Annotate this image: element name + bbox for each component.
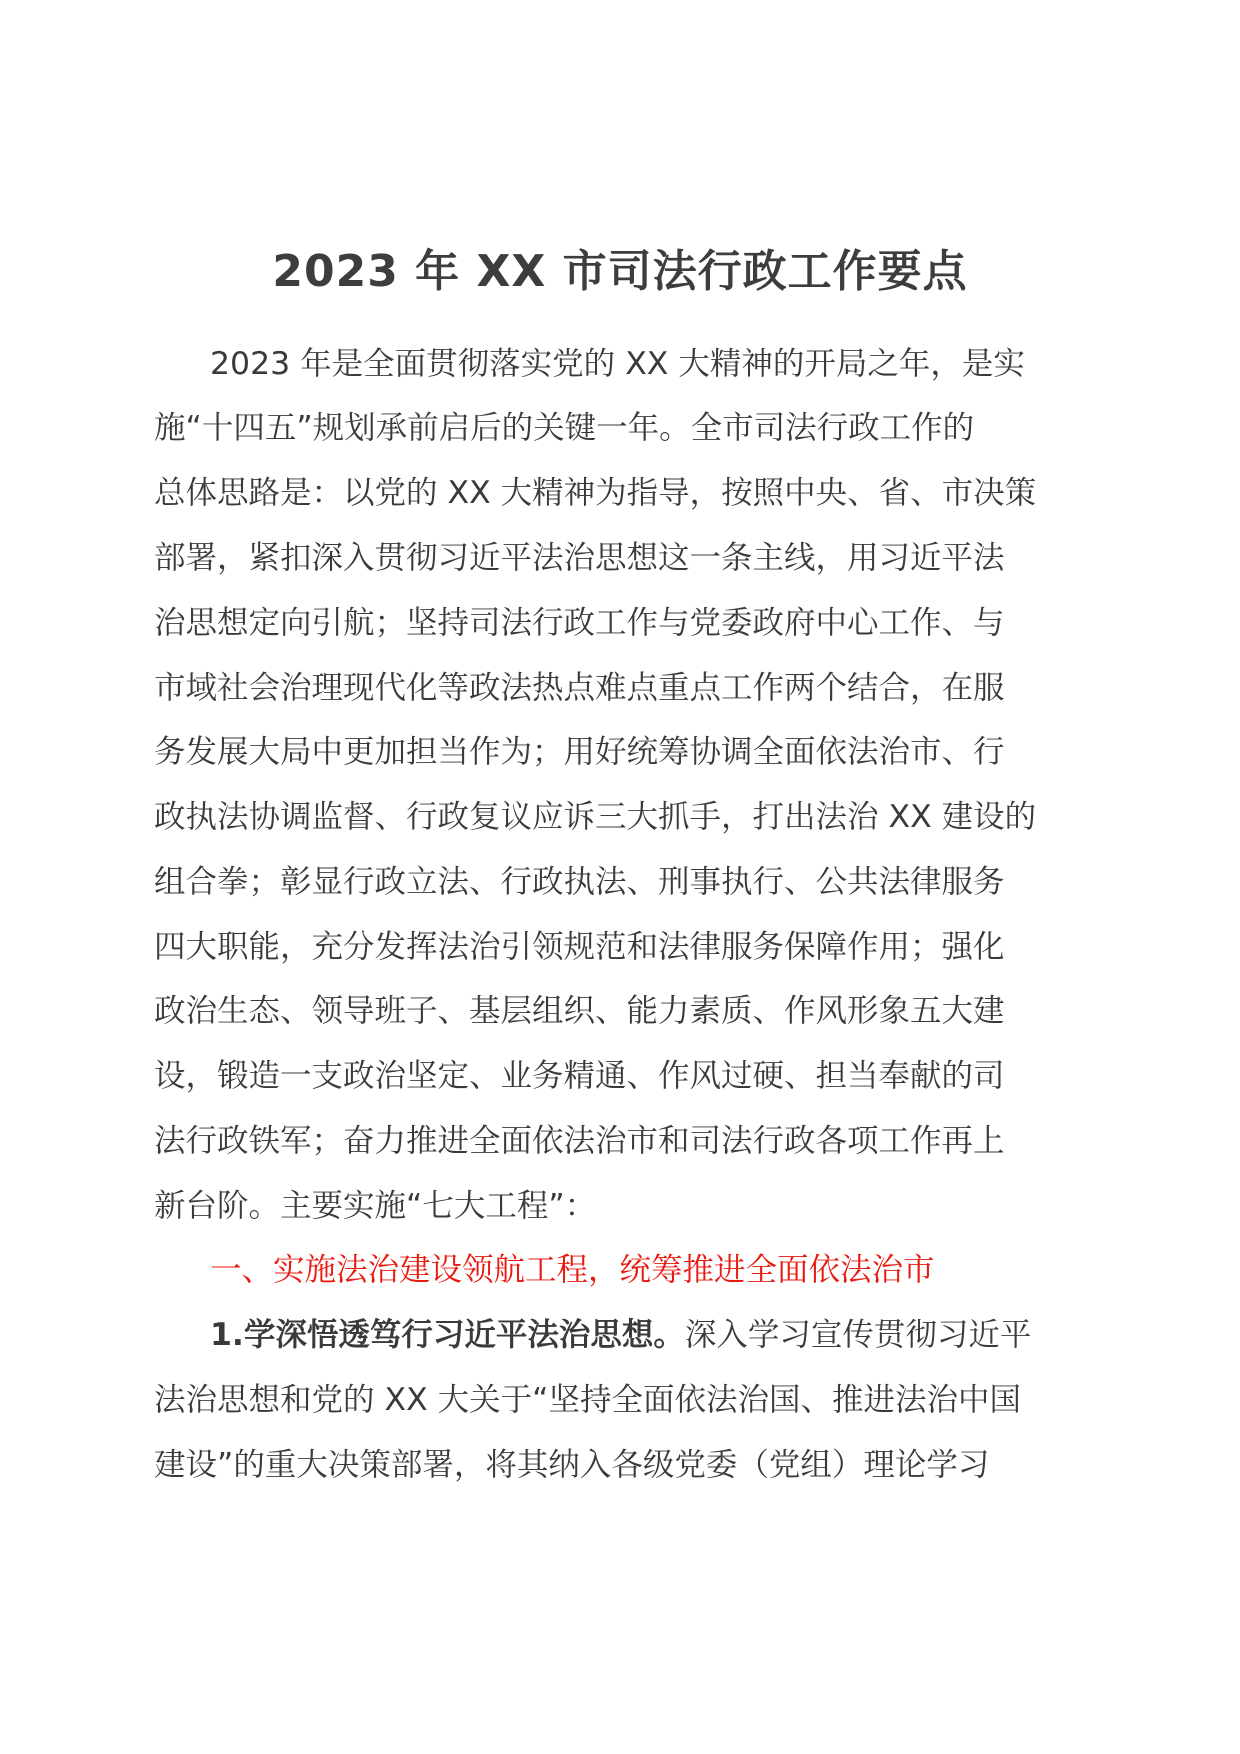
intro-line: 总体思路是：以党的 XX 大精神为指导，按照中央、省、市决策 — [154, 475, 1037, 511]
intro-line: 法行政铁军；奋力推进全面依法治市和司法行政各项工作再上 — [154, 1123, 1005, 1159]
item-1-first-line — [210, 1313, 1031, 1357]
intro-line: 四大职能，充分发挥法治引领规范和法律服务保障作用；强化 — [154, 929, 1005, 965]
intro-line: 政治生态、领导班子、基层组织、能力素质、作风形象五大建 — [154, 993, 1005, 1029]
intro-line: 组合拳；彰显行政立法、行政执法、刑事执行、公共法律服务 — [154, 864, 1005, 900]
item-1-heading: 1.学深悟透笃行习近平法治思想。 — [210, 1317, 685, 1353]
section-heading: 一、实施法治建设领航工程，统筹推进全面依法治市 — [210, 1252, 935, 1288]
item-1-line: 建设”的重大决策部署，将其纳入各级党委（党组）理论学习 — [154, 1447, 990, 1483]
intro-line: 市域社会治理现代化等政法热点难点重点工作两个结合，在服 — [154, 670, 1005, 706]
intro-line: 部署，紧扣深入贯彻习近平法治思想这一条主线，用习近平法 — [154, 540, 1005, 576]
item-1-text: 深入学习宣传贯彻习近平 — [684, 1317, 1032, 1353]
item-1-line: 法治思想和党的 XX 大关于“坚持全面依法治国、推进法治中国 — [154, 1382, 1022, 1418]
intro-line: 政执法协调监督、行政复议应诉三大抓手，打出法治 XX 建设的 — [154, 799, 1037, 835]
intro-line: 务发展大局中更加担当作为；用好统筹协调全面依法治市、行 — [154, 734, 1005, 770]
document-title: 2023 年 XX 市司法行政工作要点 — [272, 246, 968, 297]
intro-line: 设，锻造一支政治坚定、业务精通、作风过硬、担当奉献的司 — [154, 1058, 1005, 1094]
intro-line: 治思想定向引航；坚持司法行政工作与党委政府中心工作、与 — [154, 605, 1005, 641]
intro-line: 新台阶。主要实施“七大工程”： — [154, 1188, 597, 1224]
intro-line: 2023 年是全面贯彻落实党的 XX 大精神的开局之年，是实 — [210, 346, 1025, 382]
intro-line: 施“十四五”规划承前启后的关键一年。全市司法行政工作的 — [154, 410, 975, 446]
